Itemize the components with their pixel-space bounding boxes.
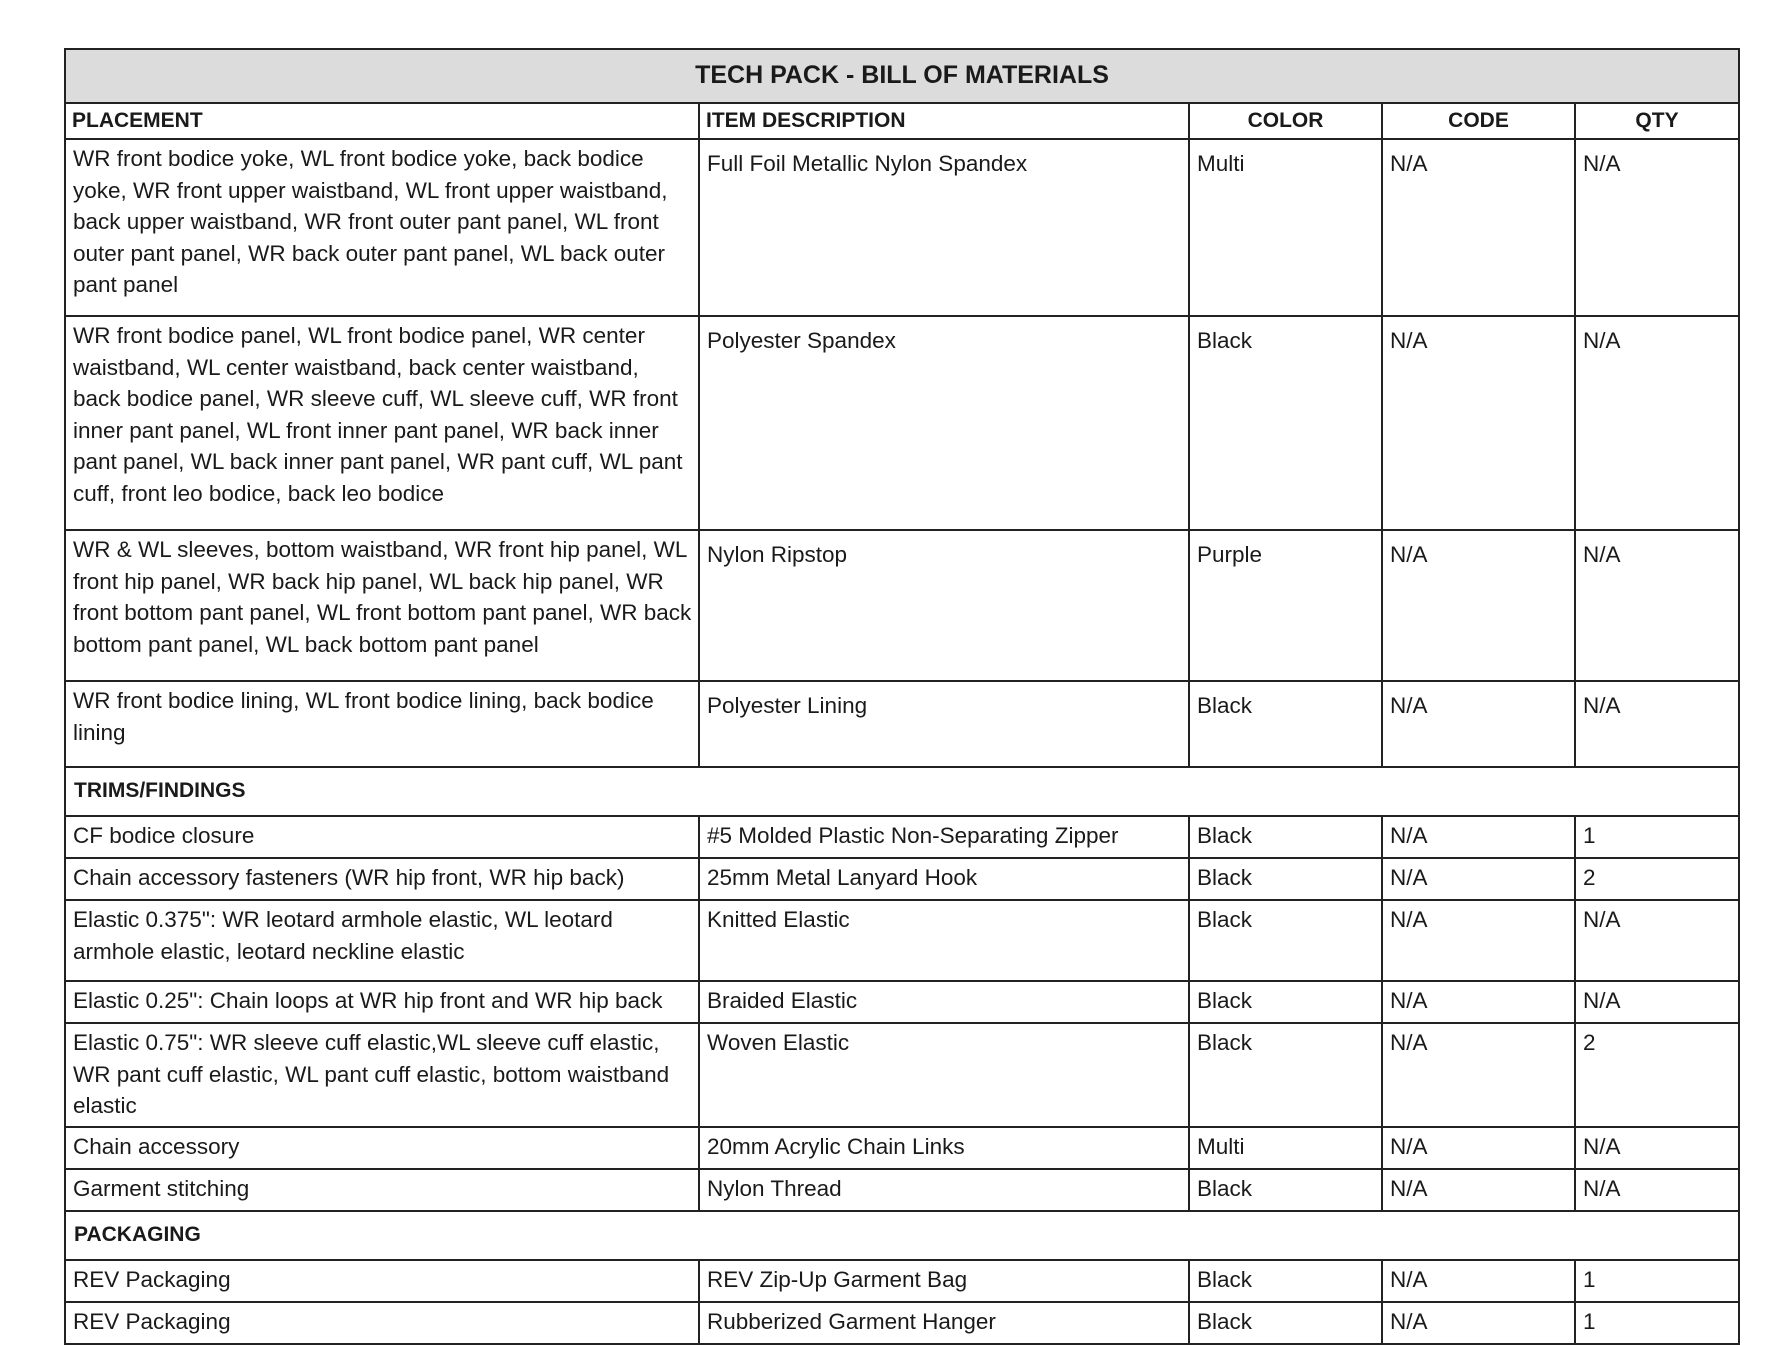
code-cell: N/A (1382, 1302, 1575, 1344)
placement-cell: WR & WL sleeves, bottom waistband, WR front hip panel, WL front hip panel, WR back hip panel, WL back hip panel, WR front bottom pant panel, WL front bottom pant panel, WR back bottom pant panel, WL back bottom pant panel (65, 530, 699, 681)
code-cell: N/A (1382, 1260, 1575, 1302)
placement-cell: Elastic 0.75": WR sleeve cuff elastic,WL sleeve cuff elastic, WR pant cuff elastic, WL pant cuff elastic, bottom waistband elastic (65, 1023, 699, 1127)
section-row-trims (65, 767, 1739, 816)
placement-cell: Chain accessory (65, 1127, 699, 1169)
description-cell: Nylon Ripstop (699, 530, 1189, 681)
placement-cell: WR front bodice yoke, WL front bodice yoke, back bodice yoke, WR front upper waistband, WL front upper waistband, back upper waistband, WR front outer pant panel, WL front outer pant panel, WR back outer pant panel, WL back outer pant panel (65, 139, 699, 316)
description-cell: 25mm Metal Lanyard Hook (699, 858, 1189, 900)
qty-cell: N/A (1575, 900, 1739, 981)
packaging-row (65, 1302, 1739, 1344)
description-cell: Braided Elastic (699, 981, 1189, 1023)
description-cell: #5 Molded Plastic Non-Separating Zipper (699, 816, 1189, 858)
placement-cell: CF bodice closure (65, 816, 699, 858)
description-cell: Nylon Thread (699, 1169, 1189, 1211)
description-cell: Full Foil Metallic Nylon Spandex (699, 139, 1189, 316)
packaging-row (65, 1260, 1739, 1302)
code-cell: N/A (1382, 681, 1575, 767)
section-heading-trims: TRIMS/FINDINGS (65, 767, 1739, 816)
description-cell: Polyester Spandex (699, 316, 1189, 530)
trim-row (65, 1023, 1739, 1127)
header-color: COLOR (1189, 103, 1382, 139)
description-cell: Polyester Lining (699, 681, 1189, 767)
fabric-row (65, 681, 1739, 767)
qty-cell: N/A (1575, 316, 1739, 530)
description-cell: Knitted Elastic (699, 900, 1189, 981)
page-title: TECH PACK - BILL OF MATERIALS (65, 49, 1739, 103)
description-cell: REV Zip-Up Garment Bag (699, 1260, 1189, 1302)
placement-cell: WR front bodice lining, WL front bodice lining, back bodice lining (65, 681, 699, 767)
placement-cell: REV Packaging (65, 1302, 699, 1344)
section-heading-packaging: PACKAGING (65, 1211, 1739, 1260)
color-cell: Multi (1189, 139, 1382, 316)
qty-cell: N/A (1575, 981, 1739, 1023)
bom-table (64, 48, 1740, 1345)
color-cell: Black (1189, 681, 1382, 767)
color-cell: Purple (1189, 530, 1382, 681)
color-cell: Black (1189, 1169, 1382, 1211)
color-cell: Black (1189, 316, 1382, 530)
color-cell: Black (1189, 1302, 1382, 1344)
description-cell: Woven Elastic (699, 1023, 1189, 1127)
trim-row (65, 858, 1739, 900)
section-row-packaging (65, 1211, 1739, 1260)
code-cell: N/A (1382, 858, 1575, 900)
placement-cell: Elastic 0.375": WR leotard armhole elastic, WL leotard armhole elastic, leotard neckline elastic (65, 900, 699, 981)
color-cell: Multi (1189, 1127, 1382, 1169)
code-cell: N/A (1382, 1127, 1575, 1169)
placement-cell: Garment stitching (65, 1169, 699, 1211)
trim-row (65, 1127, 1739, 1169)
header-qty: QTY (1575, 103, 1739, 139)
code-cell: N/A (1382, 816, 1575, 858)
color-cell: Black (1189, 981, 1382, 1023)
qty-cell: N/A (1575, 681, 1739, 767)
qty-cell: 2 (1575, 858, 1739, 900)
color-cell: Black (1189, 816, 1382, 858)
code-cell: N/A (1382, 1023, 1575, 1127)
qty-cell: N/A (1575, 530, 1739, 681)
title-row (65, 49, 1739, 103)
header-placement: PLACEMENT (65, 103, 699, 139)
bill-of-materials-sheet (64, 48, 1738, 1345)
qty-cell: N/A (1575, 1169, 1739, 1211)
code-cell: N/A (1382, 981, 1575, 1023)
color-cell: Black (1189, 900, 1382, 981)
header-code: CODE (1382, 103, 1575, 139)
qty-cell: N/A (1575, 139, 1739, 316)
column-header-row (65, 103, 1739, 139)
placement-cell: WR front bodice panel, WL front bodice panel, WR center waistband, WL center waistband, back center waistband, back bodice panel, WR sleeve cuff, WL sleeve cuff, WR front inner pant panel, WL front inner pant panel, WR back inner pant panel, WL back inner pant panel, WR pant cuff, WL pant cuff, front leo bodice, back leo bodice (65, 316, 699, 530)
color-cell: Black (1189, 858, 1382, 900)
trim-row (65, 900, 1739, 981)
code-cell: N/A (1382, 530, 1575, 681)
code-cell: N/A (1382, 139, 1575, 316)
trim-row (65, 1169, 1739, 1211)
placement-cell: Elastic 0.25": Chain loops at WR hip front and WR hip back (65, 981, 699, 1023)
header-item-description: ITEM DESCRIPTION (699, 103, 1189, 139)
trim-row (65, 981, 1739, 1023)
placement-cell: REV Packaging (65, 1260, 699, 1302)
description-cell: Rubberized Garment Hanger (699, 1302, 1189, 1344)
qty-cell: 2 (1575, 1023, 1739, 1127)
color-cell: Black (1189, 1023, 1382, 1127)
qty-cell: 1 (1575, 1260, 1739, 1302)
fabric-row (65, 316, 1739, 530)
qty-cell: N/A (1575, 1127, 1739, 1169)
qty-cell: 1 (1575, 1302, 1739, 1344)
code-cell: N/A (1382, 316, 1575, 530)
code-cell: N/A (1382, 900, 1575, 981)
code-cell: N/A (1382, 1169, 1575, 1211)
placement-cell: Chain accessory fasteners (WR hip front, WR hip back) (65, 858, 699, 900)
color-cell: Black (1189, 1260, 1382, 1302)
fabric-row (65, 530, 1739, 681)
fabric-row (65, 139, 1739, 316)
trim-row (65, 816, 1739, 858)
qty-cell: 1 (1575, 816, 1739, 858)
description-cell: 20mm Acrylic Chain Links (699, 1127, 1189, 1169)
